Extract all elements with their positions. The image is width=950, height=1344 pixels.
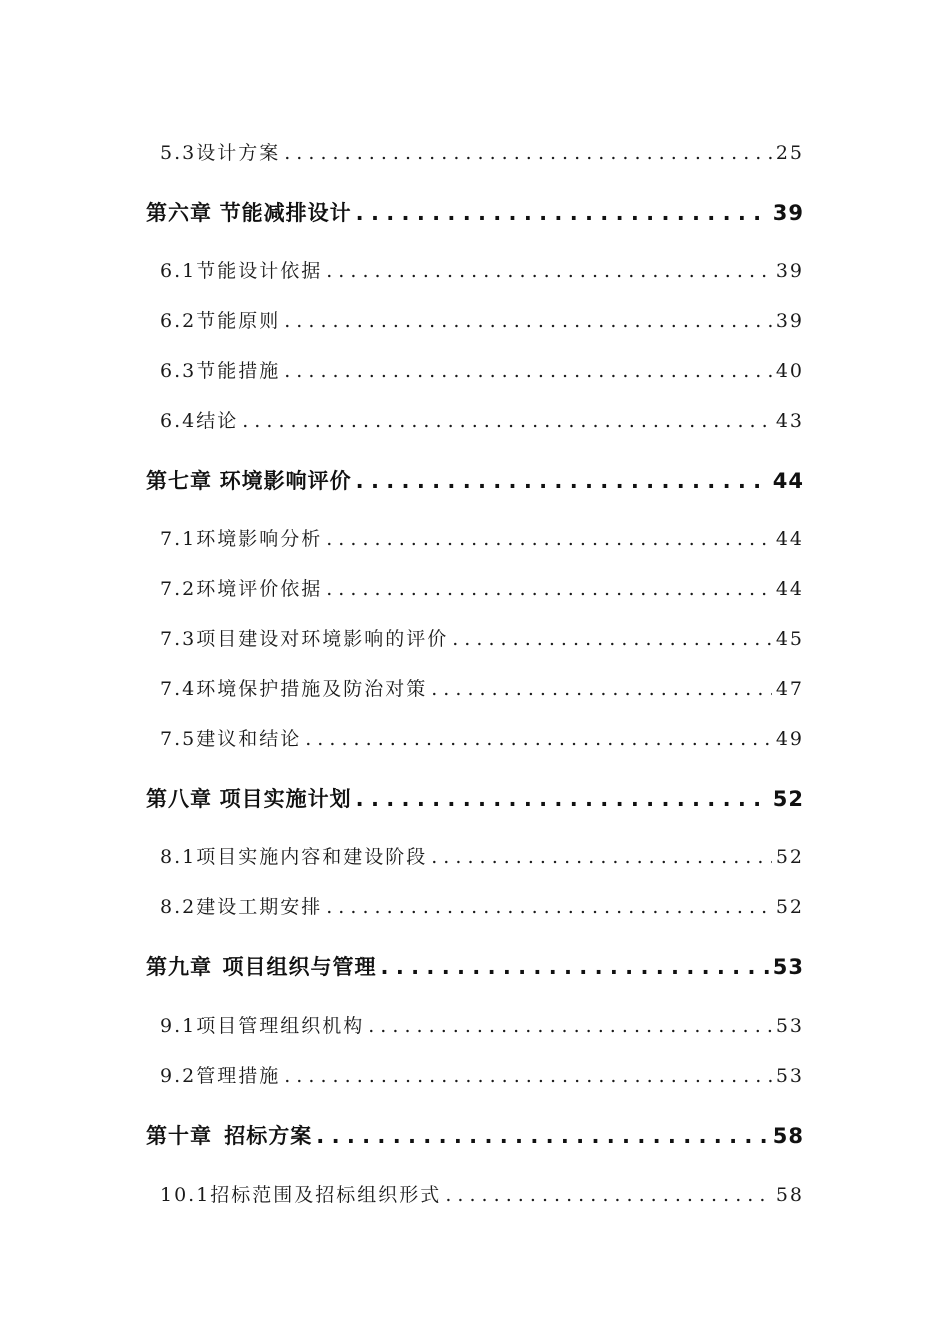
chapter-number: 第八章 [146, 787, 212, 811]
toc-entry-label: 7.1环境影响分析 [160, 528, 323, 550]
dot-leader [284, 360, 772, 382]
toc-entry-7-4[interactable] [160, 674, 804, 701]
toc-entry-7-5[interactable] [160, 724, 804, 751]
toc-page-number: 44 [772, 469, 804, 493]
dot-leader [242, 410, 772, 432]
toc-page-number: 49 [775, 728, 804, 750]
toc-chapter-10[interactable] [146, 1120, 804, 1150]
chapter-title: 招标方案 [224, 1124, 313, 1148]
dot-leader [305, 728, 772, 750]
chapter-title: 节能减排设计 [219, 201, 352, 225]
dot-leader [431, 846, 772, 868]
toc-entry-6-3[interactable] [160, 356, 804, 383]
dot-leader [284, 310, 772, 332]
toc-page-number: 43 [775, 410, 804, 432]
chapter-number: 第九章 [146, 955, 212, 979]
toc-entry-label: 9.2管理措施 [160, 1065, 281, 1087]
toc-page-number: 53 [775, 1015, 804, 1037]
toc-entry-7-3[interactable] [160, 624, 804, 651]
toc-entry-label: 6.1节能设计依据 [160, 260, 323, 282]
dot-leader [316, 1124, 768, 1148]
toc-entry-10-1[interactable] [160, 1180, 804, 1207]
toc-entry-label: 7.4环境保护措施及防治对策 [160, 678, 428, 700]
toc-entry-label: 6.2节能原则 [160, 310, 281, 332]
toc-entry-9-1[interactable] [160, 1011, 804, 1038]
toc-entry-label: 5.3设计方案 [160, 142, 281, 164]
toc-entry-6-2[interactable] [160, 306, 804, 333]
chapter-number: 第六章 [146, 201, 212, 225]
chapter-title: 环境影响评价 [219, 469, 352, 493]
toc-entry-6-4[interactable] [160, 406, 804, 433]
toc-chapter-8[interactable] [146, 783, 804, 813]
toc-entry-label: 7.5建议和结论 [160, 728, 302, 750]
toc-entry-label: 10.1招标范围及招标组织形式 [160, 1184, 442, 1206]
toc-entry-label: 6.3节能措施 [160, 360, 281, 382]
toc-entry-8-1[interactable] [160, 842, 804, 869]
dot-leader [326, 528, 772, 550]
toc-page-number: 53 [775, 1065, 804, 1087]
toc-entry-6-1[interactable] [160, 256, 804, 283]
dot-leader [368, 1015, 772, 1037]
toc-page-number: 52 [775, 846, 804, 868]
toc-entry-7-2[interactable] [160, 574, 804, 601]
toc-page-number: 53 [772, 955, 804, 979]
chapter-number: 第十章 [146, 1124, 212, 1148]
toc-entry-label: 9.1项目管理组织机构 [160, 1015, 365, 1037]
dot-leader [356, 201, 769, 225]
toc-entry-label: 8.1项目实施内容和建设阶段 [160, 846, 428, 868]
dot-leader [381, 955, 769, 979]
toc-chapter-7[interactable] [146, 465, 804, 495]
toc-page-number: 44 [775, 578, 804, 600]
dot-leader [431, 678, 772, 700]
toc-entry-9-2[interactable] [160, 1061, 804, 1088]
toc-page-number: 44 [775, 528, 804, 550]
toc-entry-label: 6.4结论 [160, 410, 239, 432]
toc-page-number: 52 [775, 896, 804, 918]
toc-page-number: 52 [772, 787, 804, 811]
toc-page-number: 39 [775, 260, 804, 282]
toc-entry-7-1[interactable] [160, 524, 804, 551]
dot-leader [356, 787, 769, 811]
dot-leader [284, 142, 772, 164]
dot-leader [326, 260, 772, 282]
dot-leader [326, 578, 772, 600]
toc-entry-label: 7.3项目建设对环境影响的评价 [160, 628, 449, 650]
dot-leader [284, 1065, 772, 1087]
toc-entry-label: 7.2环境评价依据 [160, 578, 323, 600]
toc-chapter-6[interactable] [146, 197, 804, 227]
toc-page-number: 25 [775, 142, 804, 164]
toc-page-number: 58 [775, 1184, 804, 1206]
toc-entry-label: 8.2建设工期安排 [160, 896, 323, 918]
toc-page-number: 39 [775, 310, 804, 332]
toc-page-number: 45 [775, 628, 804, 650]
dot-leader [445, 1184, 772, 1206]
toc-page-number: 58 [772, 1124, 804, 1148]
chapter-number: 第七章 [146, 469, 212, 493]
toc-page-number: 40 [775, 360, 804, 382]
toc-entry-5-3[interactable] [160, 138, 804, 165]
toc-page-number: 47 [775, 678, 804, 700]
toc-entry-8-2[interactable] [160, 892, 804, 919]
dot-leader [452, 628, 772, 650]
chapter-title: 项目实施计划 [219, 787, 352, 811]
dot-leader [356, 469, 769, 493]
dot-leader [326, 896, 772, 918]
chapter-title: 项目组织与管理 [222, 955, 377, 979]
toc-page-number: 39 [772, 201, 804, 225]
toc-chapter-9[interactable] [146, 951, 804, 981]
